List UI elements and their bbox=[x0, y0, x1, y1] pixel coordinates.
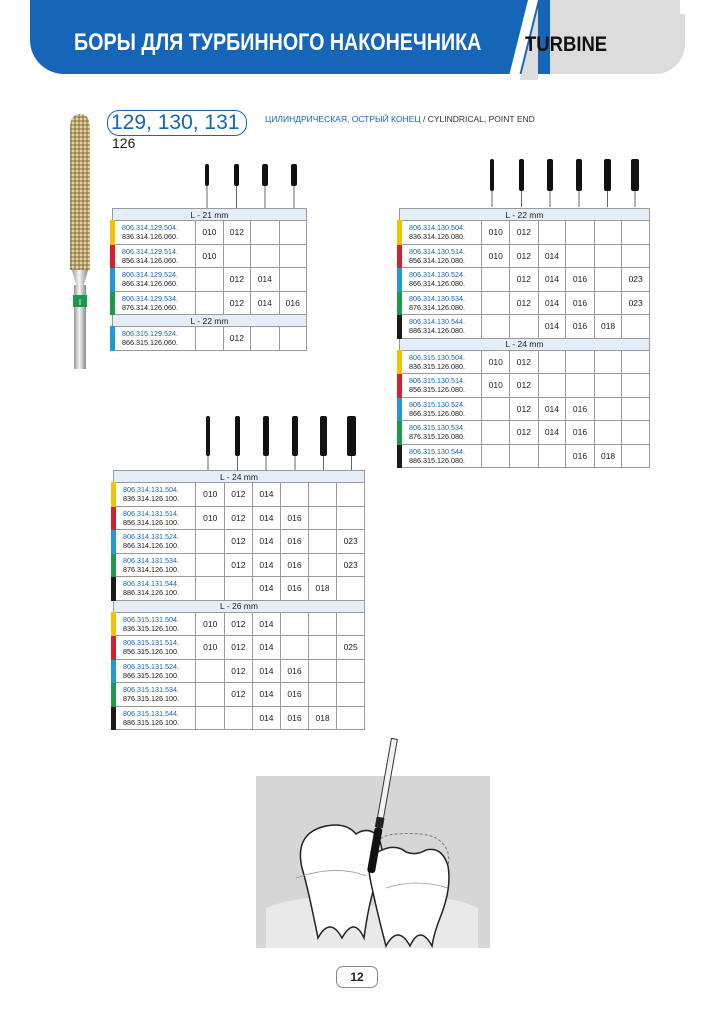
size-cell bbox=[337, 483, 365, 507]
size-cell bbox=[337, 612, 365, 636]
size-cell: 018 bbox=[594, 444, 622, 468]
size-cell: 018 bbox=[308, 577, 337, 601]
size-cell: 010 bbox=[482, 244, 510, 268]
table-row bbox=[400, 397, 650, 421]
table-131 bbox=[111, 470, 365, 730]
size-cell: 010 bbox=[196, 221, 223, 245]
size-cell bbox=[225, 706, 253, 730]
table-row bbox=[113, 268, 307, 292]
product-code bbox=[400, 350, 482, 374]
length-row bbox=[400, 209, 650, 221]
size-cell bbox=[594, 291, 622, 315]
code-primary: 806.314.131.534. bbox=[123, 555, 179, 565]
size-cell: 012 bbox=[510, 221, 539, 245]
size-cell: 014 bbox=[252, 683, 281, 707]
size-cell: 023 bbox=[337, 530, 365, 554]
length-row bbox=[400, 338, 650, 350]
length-label: L - 21 mm bbox=[113, 209, 307, 221]
size-cell bbox=[196, 291, 223, 315]
size-cell bbox=[337, 683, 365, 707]
length-row bbox=[114, 471, 365, 483]
product-code bbox=[400, 374, 482, 398]
code-primary: 806.315.131.514. bbox=[123, 638, 179, 648]
size-cell: 016 bbox=[279, 291, 307, 315]
size-cell bbox=[594, 268, 622, 292]
code-secondary: 886.315.126.100. bbox=[123, 717, 179, 727]
code-primary: 806.315.130.534. bbox=[409, 423, 465, 433]
table-row bbox=[400, 244, 650, 268]
table-row bbox=[114, 636, 365, 660]
code-primary: 806.315.130.504. bbox=[409, 352, 465, 362]
table-row bbox=[113, 244, 307, 268]
size-cell bbox=[196, 268, 223, 292]
code-secondary: 866.315.126.100. bbox=[123, 670, 179, 680]
size-cell: 014 bbox=[252, 577, 281, 601]
bur-product-photo bbox=[60, 110, 100, 370]
table-row bbox=[114, 706, 365, 730]
code-secondary: 876.314.126.080. bbox=[409, 302, 465, 312]
bur-ring-mark: I bbox=[78, 298, 82, 307]
size-cell: 014 bbox=[252, 612, 281, 636]
code-primary: 806.314.131.504. bbox=[123, 485, 179, 495]
product-code bbox=[400, 315, 482, 339]
size-cell bbox=[196, 659, 225, 683]
size-cell bbox=[337, 506, 365, 530]
code-secondary: 856.314.126.080. bbox=[409, 255, 465, 265]
size-cell bbox=[279, 268, 307, 292]
size-cell: 014 bbox=[252, 706, 281, 730]
product-code bbox=[114, 683, 196, 707]
size-cell bbox=[308, 483, 337, 507]
size-cell bbox=[510, 444, 539, 468]
product-code bbox=[114, 612, 196, 636]
table-row bbox=[113, 291, 307, 315]
size-cell bbox=[308, 530, 337, 554]
size-cell: 014 bbox=[252, 530, 281, 554]
product-code bbox=[114, 506, 196, 530]
size-cell: 012 bbox=[223, 291, 250, 315]
size-cell bbox=[279, 244, 307, 268]
size-cell bbox=[482, 421, 510, 445]
code-primary: 806.315.130.524. bbox=[409, 399, 465, 409]
size-cell: 016 bbox=[566, 397, 595, 421]
size-cell: 014 bbox=[251, 291, 279, 315]
table-130 bbox=[397, 208, 650, 468]
size-cell: 012 bbox=[510, 421, 539, 445]
size-cell bbox=[482, 397, 510, 421]
table-row bbox=[400, 291, 650, 315]
code-secondary: 876.315.126.080. bbox=[409, 432, 465, 442]
bur-drawings-130 bbox=[480, 155, 640, 207]
length-row bbox=[114, 600, 365, 612]
shape-description-en: CYLINDRICAL, POINT END bbox=[427, 114, 535, 124]
size-cell bbox=[281, 483, 309, 507]
size-cell: 016 bbox=[281, 553, 309, 577]
size-cell: 014 bbox=[252, 636, 281, 660]
page-header bbox=[0, 0, 718, 80]
size-cell: 016 bbox=[566, 291, 595, 315]
code-primary: 806.314.129.514. bbox=[122, 246, 178, 256]
size-cell bbox=[281, 636, 309, 660]
size-cell: 012 bbox=[223, 268, 250, 292]
size-cell: 014 bbox=[538, 421, 566, 445]
product-code bbox=[114, 636, 196, 660]
size-cell bbox=[196, 683, 225, 707]
size-cell bbox=[251, 221, 279, 245]
table-row bbox=[113, 327, 307, 351]
size-cell: 012 bbox=[223, 327, 250, 351]
size-cell bbox=[594, 221, 622, 245]
size-cell bbox=[594, 244, 622, 268]
model-sub-number: 126 bbox=[112, 135, 136, 151]
size-cell: 014 bbox=[252, 506, 281, 530]
code-secondary: 876.314.126.100. bbox=[123, 564, 179, 574]
code-primary: 806.315.130.544. bbox=[409, 446, 465, 456]
size-cell: 010 bbox=[482, 350, 510, 374]
size-cell bbox=[622, 350, 650, 374]
size-cell bbox=[337, 659, 365, 683]
tooth-preparation-illustration bbox=[256, 738, 490, 948]
code-secondary: 866.315.126.060. bbox=[122, 338, 178, 348]
size-cell bbox=[308, 506, 337, 530]
size-cell: 016 bbox=[281, 683, 309, 707]
size-cell bbox=[337, 706, 365, 730]
code-primary: 806.315.131.534. bbox=[123, 685, 179, 695]
size-cell bbox=[622, 315, 650, 339]
size-cell: 010 bbox=[482, 221, 510, 245]
product-code bbox=[114, 530, 196, 554]
size-cell bbox=[538, 374, 566, 398]
size-cell: 012 bbox=[225, 612, 253, 636]
size-cell bbox=[566, 350, 595, 374]
product-code bbox=[400, 268, 482, 292]
size-cell bbox=[196, 706, 225, 730]
length-row bbox=[113, 315, 307, 327]
size-cell: 016 bbox=[566, 315, 595, 339]
length-label: L - 22 mm bbox=[113, 315, 307, 327]
table-row bbox=[400, 444, 650, 468]
product-code bbox=[113, 221, 196, 245]
table-row bbox=[114, 530, 365, 554]
table-row bbox=[114, 483, 365, 507]
page-number: 12 bbox=[350, 970, 364, 984]
size-cell bbox=[308, 612, 337, 636]
code-primary: 806.314.131.544. bbox=[123, 579, 179, 589]
code-secondary: 886.314.126.100. bbox=[123, 588, 179, 598]
size-cell bbox=[566, 221, 595, 245]
product-code bbox=[113, 327, 196, 351]
table-row bbox=[400, 221, 650, 245]
size-cell bbox=[482, 444, 510, 468]
size-cell bbox=[566, 374, 595, 398]
size-cell: 012 bbox=[225, 530, 253, 554]
code-secondary: 836.315.126.100. bbox=[123, 623, 179, 633]
code-primary: 806.314.129.504. bbox=[122, 223, 178, 233]
code-primary: 806.315.131.544. bbox=[123, 708, 179, 718]
code-primary: 806.315.131.524. bbox=[123, 661, 179, 671]
product-code bbox=[114, 577, 196, 601]
code-secondary: 886.314.126.080. bbox=[409, 326, 465, 336]
size-cell: 025 bbox=[337, 636, 365, 660]
product-code bbox=[114, 483, 196, 507]
product-code bbox=[400, 244, 482, 268]
product-code bbox=[400, 221, 482, 245]
table-row bbox=[114, 553, 365, 577]
table-row bbox=[114, 659, 365, 683]
code-secondary: 856.314.126.060. bbox=[122, 255, 178, 265]
size-cell bbox=[482, 268, 510, 292]
table-row bbox=[113, 221, 307, 245]
code-primary: 806.314.130.544. bbox=[409, 317, 465, 327]
code-primary: 806.314.130.504. bbox=[409, 223, 465, 233]
size-cell bbox=[281, 612, 309, 636]
code-secondary: 866.314.126.080. bbox=[409, 279, 465, 289]
size-cell bbox=[337, 577, 365, 601]
header-label: TURBINE bbox=[525, 33, 608, 56]
size-cell: 012 bbox=[225, 636, 253, 660]
shape-description-ru: ЦИЛИНДРИЧЕСКАЯ, ОСТРЫЙ КОНЕЦ bbox=[265, 114, 421, 124]
code-secondary: 836.314.126.080. bbox=[409, 232, 465, 242]
size-cell: 014 bbox=[538, 397, 566, 421]
size-cell: 014 bbox=[252, 553, 281, 577]
code-secondary: 876.315.126.100. bbox=[123, 694, 179, 704]
size-cell bbox=[538, 221, 566, 245]
code-primary: 806.314.131.524. bbox=[123, 532, 179, 542]
size-cell: 012 bbox=[510, 291, 539, 315]
size-cell bbox=[622, 221, 650, 245]
size-cell: 012 bbox=[225, 659, 253, 683]
table-row bbox=[400, 374, 650, 398]
size-cell bbox=[251, 327, 279, 351]
size-cell bbox=[594, 350, 622, 374]
size-cell: 016 bbox=[566, 421, 595, 445]
product-code bbox=[113, 268, 196, 292]
code-secondary: 856.315.126.100. bbox=[123, 647, 179, 657]
code-primary: 806.315.130.514. bbox=[409, 376, 465, 386]
code-secondary: 836.315.126.080. bbox=[409, 361, 465, 371]
size-cell: 023 bbox=[622, 291, 650, 315]
code-primary: 806.314.131.514. bbox=[123, 508, 179, 518]
size-cell: 010 bbox=[196, 636, 225, 660]
length-row bbox=[113, 209, 307, 221]
code-secondary: 836.314.126.060. bbox=[122, 232, 178, 242]
product-code bbox=[113, 244, 196, 268]
table-row bbox=[114, 683, 365, 707]
size-cell: 023 bbox=[622, 268, 650, 292]
model-numbers: 129, 130, 131 bbox=[111, 111, 240, 134]
size-cell: 014 bbox=[251, 268, 279, 292]
code-secondary: 866.314.126.100. bbox=[123, 541, 179, 551]
code-secondary: 856.314.126.100. bbox=[123, 517, 179, 527]
header-title: БОРЫ ДЛЯ ТУРБИННОГО НАКОНЕЧНИКА bbox=[74, 29, 482, 56]
product-code bbox=[113, 291, 196, 315]
table-row bbox=[114, 506, 365, 530]
product-code bbox=[400, 291, 482, 315]
size-cell: 012 bbox=[510, 244, 539, 268]
table-row bbox=[400, 350, 650, 374]
code-secondary: 856.315.126.080. bbox=[409, 385, 465, 395]
product-code bbox=[114, 553, 196, 577]
size-cell: 012 bbox=[510, 268, 539, 292]
table-row bbox=[114, 577, 365, 601]
size-cell bbox=[622, 244, 650, 268]
size-cell bbox=[594, 397, 622, 421]
product-code bbox=[114, 706, 196, 730]
table-row bbox=[400, 421, 650, 445]
size-cell bbox=[223, 244, 250, 268]
size-cell bbox=[308, 636, 337, 660]
size-cell bbox=[196, 577, 225, 601]
size-cell: 014 bbox=[252, 483, 281, 507]
code-secondary: 866.314.126.060. bbox=[122, 279, 178, 289]
size-cell: 016 bbox=[281, 506, 309, 530]
size-cell: 014 bbox=[538, 268, 566, 292]
size-cell: 010 bbox=[196, 483, 225, 507]
size-cell bbox=[622, 444, 650, 468]
product-code bbox=[400, 397, 482, 421]
size-cell bbox=[251, 244, 279, 268]
size-cell: 012 bbox=[510, 350, 539, 374]
size-cell: 014 bbox=[538, 291, 566, 315]
size-cell bbox=[308, 683, 337, 707]
size-cell bbox=[566, 244, 595, 268]
size-cell bbox=[279, 327, 307, 351]
size-cell bbox=[308, 659, 337, 683]
size-cell: 016 bbox=[281, 530, 309, 554]
bur-drawings-129 bbox=[195, 160, 305, 210]
size-cell bbox=[622, 397, 650, 421]
size-cell bbox=[308, 553, 337, 577]
length-label: L - 24 mm bbox=[400, 338, 650, 350]
size-cell: 012 bbox=[225, 506, 253, 530]
size-cell bbox=[279, 221, 307, 245]
length-label: L - 24 mm bbox=[114, 471, 365, 483]
size-cell bbox=[482, 315, 510, 339]
size-cell bbox=[196, 530, 225, 554]
code-primary: 806.314.130.514. bbox=[409, 246, 465, 256]
size-cell: 010 bbox=[196, 612, 225, 636]
product-code bbox=[400, 444, 482, 468]
code-secondary: 886.315.126.080. bbox=[409, 455, 465, 465]
size-cell: 012 bbox=[225, 483, 253, 507]
size-cell: 018 bbox=[594, 315, 622, 339]
size-cell: 016 bbox=[281, 706, 309, 730]
size-cell: 010 bbox=[196, 244, 223, 268]
size-cell: 018 bbox=[308, 706, 337, 730]
size-cell: 016 bbox=[566, 444, 595, 468]
size-cell bbox=[482, 291, 510, 315]
size-cell: 014 bbox=[538, 315, 566, 339]
code-primary: 806.315.129.524. bbox=[122, 329, 178, 339]
size-cell: 012 bbox=[225, 683, 253, 707]
code-primary: 806.314.129.524. bbox=[122, 270, 178, 280]
length-label: L - 26 mm bbox=[114, 600, 365, 612]
size-cell: 016 bbox=[281, 659, 309, 683]
size-cell: 014 bbox=[252, 659, 281, 683]
size-cell: 012 bbox=[223, 221, 250, 245]
code-secondary: 876.314.126.060. bbox=[122, 302, 178, 312]
size-cell bbox=[538, 444, 566, 468]
size-cell bbox=[622, 421, 650, 445]
length-label: L - 22 mm bbox=[400, 209, 650, 221]
code-primary: 806.314.130.534. bbox=[409, 293, 465, 303]
product-code bbox=[114, 659, 196, 683]
size-cell: 010 bbox=[196, 506, 225, 530]
table-row bbox=[400, 315, 650, 339]
size-cell: 023 bbox=[337, 553, 365, 577]
size-cell: 012 bbox=[510, 397, 539, 421]
shape-description-separator: / bbox=[420, 114, 428, 124]
size-cell: 014 bbox=[538, 244, 566, 268]
size-cell: 012 bbox=[225, 553, 253, 577]
table-row bbox=[400, 268, 650, 292]
table-row bbox=[114, 612, 365, 636]
code-secondary: 836.314.126.100. bbox=[123, 494, 179, 504]
table-129 bbox=[110, 208, 307, 351]
size-cell bbox=[538, 350, 566, 374]
shape-description bbox=[265, 114, 535, 124]
bur-drawings-131 bbox=[196, 414, 366, 470]
size-cell bbox=[594, 374, 622, 398]
size-cell bbox=[594, 421, 622, 445]
code-primary: 806.315.131.504. bbox=[123, 614, 179, 624]
size-cell bbox=[196, 553, 225, 577]
size-cell: 010 bbox=[482, 374, 510, 398]
size-cell bbox=[510, 315, 539, 339]
code-primary: 806.314.129.534. bbox=[122, 293, 178, 303]
size-cell: 012 bbox=[510, 374, 539, 398]
size-cell bbox=[196, 327, 223, 351]
size-cell bbox=[622, 374, 650, 398]
code-primary: 806.314.130.524. bbox=[409, 270, 465, 280]
size-cell bbox=[225, 577, 253, 601]
size-cell: 016 bbox=[281, 577, 309, 601]
product-code bbox=[400, 421, 482, 445]
code-secondary: 866.315.126.080. bbox=[409, 408, 465, 418]
size-cell: 016 bbox=[566, 268, 595, 292]
